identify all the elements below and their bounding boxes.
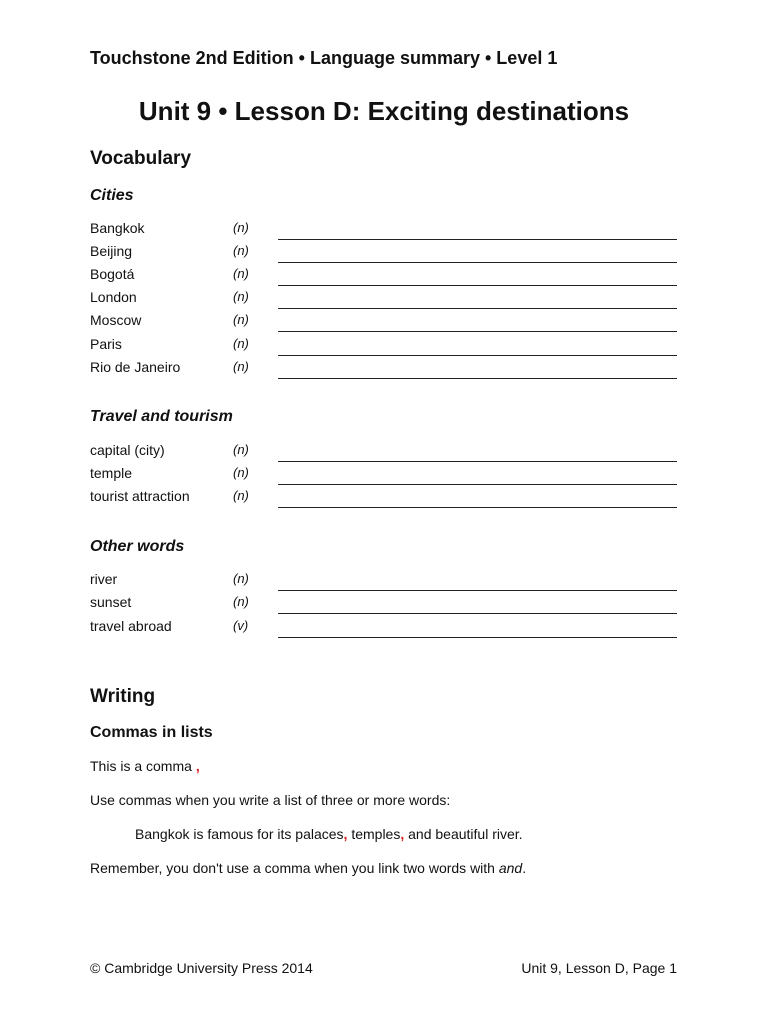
answer-line [278,378,677,379]
vocab-word: Paris [90,336,122,352]
section-heading-travel: Travel and tourism [90,408,233,425]
part-of-speech: (n) [233,336,249,351]
vocab-row [0,442,768,465]
part-of-speech: (n) [233,594,249,609]
section-heading-cities: Cities [90,187,134,204]
answer-line [278,613,677,614]
vocab-row [0,220,768,243]
part-of-speech: (n) [233,220,249,235]
vocab-row [0,243,768,266]
footer-page-info: Unit 9, Lesson D, Page 1 [521,960,677,976]
comma-definition [90,758,200,774]
vocab-word: tourist attraction [90,488,190,504]
section-heading-other: Other words [90,538,185,555]
example-sentence [135,826,523,842]
vocab-row [0,359,768,382]
vocab-word: Moscow [90,312,142,328]
vocab-word: Rio de Janeiro [90,359,181,375]
vocab-row [0,571,768,594]
answer-line [278,355,677,356]
vocab-word: Bogotá [90,266,135,282]
part-of-speech: (v) [233,618,249,633]
comma-definition-text: This is a comma [90,758,192,774]
vocab-row [0,336,768,359]
vocab-row [0,289,768,312]
comma-mark: , [400,826,405,842]
answer-line [278,637,677,638]
comma-rule: Use commas when you write a list of three or more words: [90,792,451,808]
answer-line [278,331,677,332]
vocabulary-heading: Vocabulary [90,148,192,169]
reminder-italic: and [498,860,523,876]
part-of-speech: (n) [233,266,249,281]
comma-mark: , [195,758,200,774]
vocab-row [0,465,768,488]
part-of-speech: (n) [233,312,249,327]
vocab-row [0,312,768,335]
reminder-text: Remember, you don't use a comma when you link two words with [90,860,499,876]
page-title: Unit 9 • Lesson D: Exciting destinations [138,96,630,126]
vocab-word: travel abroad [90,618,172,634]
vocab-row [0,488,768,511]
example-part-2: temples [347,826,401,842]
answer-line [278,239,677,240]
vocab-row [0,618,768,641]
writing-heading: Writing [90,686,156,707]
vocab-word: temple [90,465,133,481]
part-of-speech: (n) [233,243,249,258]
document-header: Touchstone 2nd Edition • Language summary • Level 1 [90,48,558,68]
part-of-speech: (n) [233,571,249,586]
vocab-word: Beijing [90,243,133,259]
writing-subheading: Commas in lists [90,724,213,741]
part-of-speech: (n) [233,465,249,480]
part-of-speech: (n) [233,442,249,457]
vocab-word: capital (city) [90,442,165,458]
comma-mark: , [343,826,348,842]
answer-line [278,262,677,263]
answer-line [278,507,677,508]
vocab-row [0,266,768,289]
answer-line [278,590,677,591]
footer-copyright: © Cambridge University Press 2014 [90,960,313,976]
reminder-end: . [522,860,527,876]
part-of-speech: (n) [233,289,249,304]
answer-line [278,308,677,309]
vocab-word: river [90,571,118,587]
example-part-3: and beautiful river. [404,826,523,842]
example-part-1: Bangkok is famous for its palaces [135,826,344,842]
vocab-word: sunset [90,594,132,610]
answer-line [278,461,677,462]
answer-line [278,484,677,485]
part-of-speech: (n) [233,488,249,503]
vocab-word: London [90,289,137,305]
comma-reminder [90,860,526,876]
part-of-speech: (n) [233,359,249,374]
vocab-word: Bangkok [90,220,145,236]
answer-line [278,285,677,286]
vocab-row [0,594,768,617]
